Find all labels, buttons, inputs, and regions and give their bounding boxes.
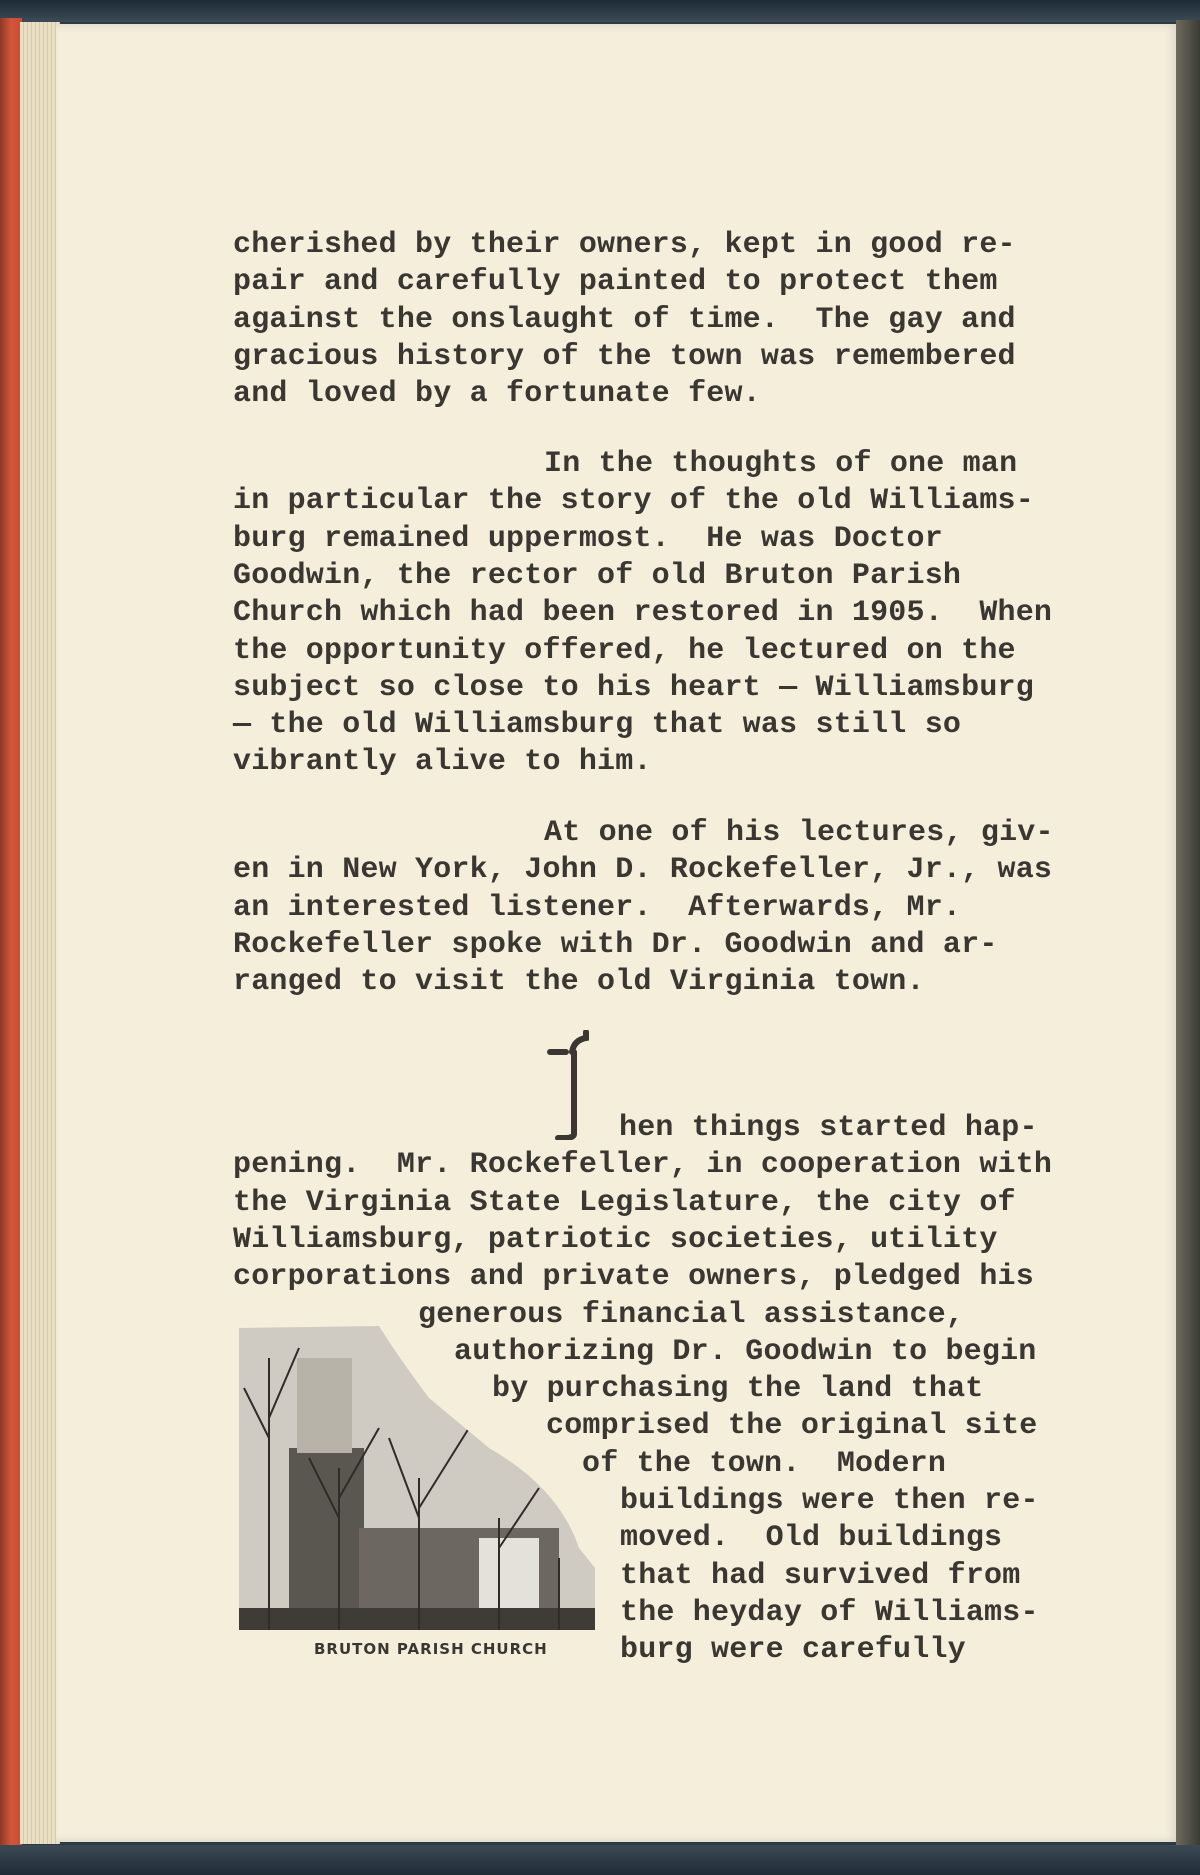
text-line: corporations and private owners, pledged his xyxy=(233,1260,1034,1295)
text-line: pening. Mr. Rockefeller, in cooperation with xyxy=(233,1148,1053,1183)
text-line: Goodwin, the rector of old Bruton Parish xyxy=(233,558,962,593)
text-line: gracious history of the town was remembered xyxy=(233,339,1016,374)
text-line: — the old Williamsburg that was still so xyxy=(233,708,962,743)
text-line: generous financial assistance, xyxy=(418,1297,965,1332)
text-line: Church which had been restored in 1905. When xyxy=(233,596,1053,631)
text-line: authorizing Dr. Goodwin to begin xyxy=(454,1334,1037,1369)
text-line: moved. Old buildings xyxy=(620,1521,1003,1556)
text-line: the heyday of Williams- xyxy=(620,1595,1039,1630)
text-line: In the thoughts of one man xyxy=(544,447,1018,481)
text-line: At one of his lectures, giv- xyxy=(544,816,1054,850)
text-line: Williamsburg, patriotic societies, utility xyxy=(233,1222,998,1257)
text-line: ranged to visit the old Virginia town. xyxy=(233,965,925,1000)
book-right-edge xyxy=(1176,20,1200,1846)
text-line: buildings were then re- xyxy=(620,1484,1039,1518)
book-bottom-edge xyxy=(0,1845,1200,1875)
text-line: Rockefeller spoke with Dr. Goodwin and ar- xyxy=(233,927,998,962)
text-line: hen things started hap- xyxy=(619,1111,1038,1145)
text-line: of the town. Modern xyxy=(582,1446,947,1481)
photo-caption: BRUTON PARISH CHURCH xyxy=(314,1640,548,1658)
book-top-edge xyxy=(0,0,1200,22)
text-line: against the onslaught of time. The gay and xyxy=(233,302,1016,337)
text-line: burg were carefully xyxy=(620,1633,966,1668)
text-line: subject so close to his heart — Williamsburg xyxy=(233,670,1034,705)
text-line: burg remained uppermost. He was Doctor xyxy=(233,521,943,556)
drop-cap-t xyxy=(544,1030,616,1140)
text-line: pair and carefully painted to protect them xyxy=(233,265,998,300)
text-line: in particular the story of the old Williams- xyxy=(233,484,1034,519)
text-line: the opportunity offered, he lectured on the xyxy=(233,633,1016,668)
text-line: cherished by their owners, kept in good re- xyxy=(233,228,1016,262)
text-line: and loved by a fortunate few. xyxy=(233,377,761,412)
text-line: en in New York, John D. Rockefeller, Jr., was xyxy=(233,853,1053,888)
bruton-parish-church-photo xyxy=(239,1318,595,1630)
text-line: by purchasing the land that xyxy=(492,1372,984,1407)
text-line: that had survived from xyxy=(620,1558,1021,1593)
page-stack-edges xyxy=(20,22,60,1844)
book-cover-edge xyxy=(0,18,22,1848)
text-line: vibrantly alive to him. xyxy=(233,745,652,780)
text-line: the Virginia State Legislature, the city of xyxy=(233,1185,1016,1220)
text-line: an interested listener. Afterwards, Mr. xyxy=(233,890,962,925)
text-line: comprised the original site xyxy=(546,1409,1038,1444)
